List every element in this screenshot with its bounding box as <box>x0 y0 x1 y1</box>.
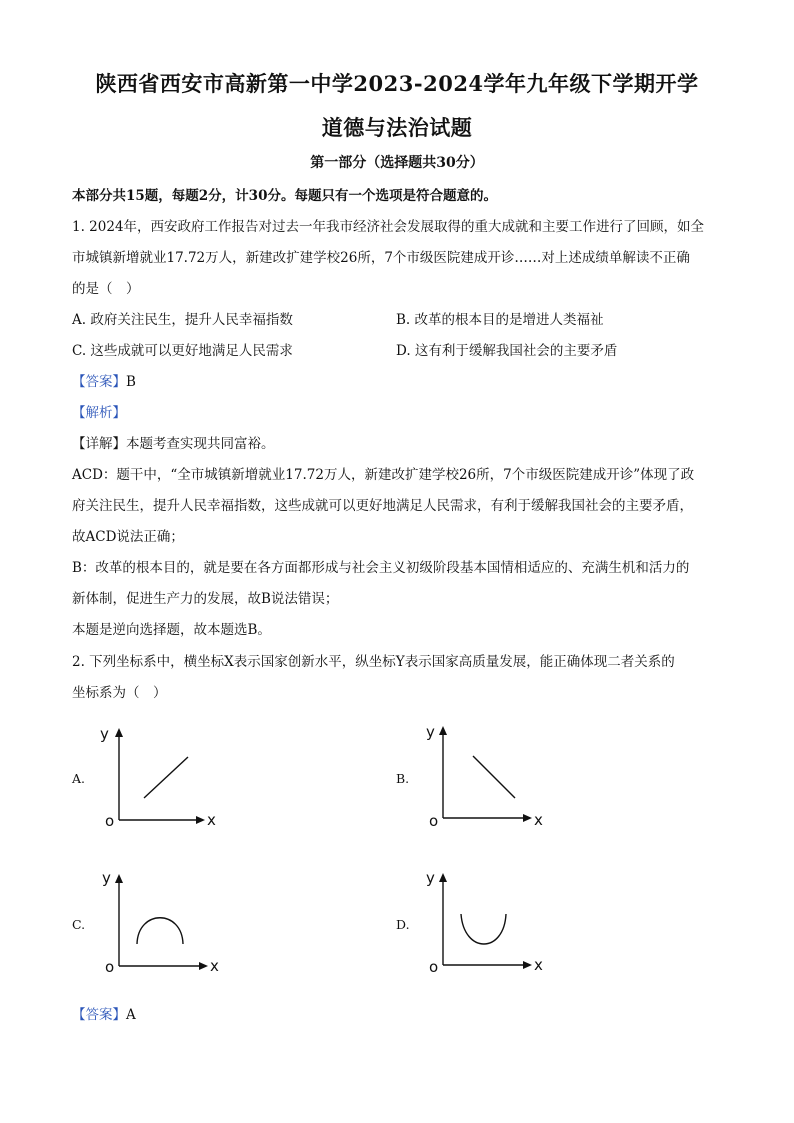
q1-acd-line-1: ACD：题干中，“全市城镇新增就业17.72万人，新建改扩建学校26所，7个市级医院建成开诊”体现了政 <box>72 467 695 483</box>
q1-option-b: B. 改革的根本目的是增进人类福祉 <box>396 312 604 328</box>
q2-stem-line-1: 2. 下列坐标系中，横坐标X表示国家创新水平，纵坐标Y表示国家高质量发展，能正确体现二者关系的 <box>72 654 675 670</box>
graph-b-y-arrow <box>439 726 447 735</box>
graph-b-x-arrow <box>523 814 532 822</box>
q1-option-d: D. 这有利于缓解我国社会的主要矛盾 <box>396 343 618 359</box>
page-title: 陕西省西安市高新第一中学2023-2024学年九年级下学期开学 <box>95 71 699 96</box>
graph-a-x-label: x <box>207 811 216 829</box>
q1-stem-line-2: 市城镇新增就业17.72万人，新建改扩建学校26所，7个市级医院建成开诊……对上述成绩单解读不正确 <box>72 250 690 266</box>
q1-stem-line-3: 的是（ ） <box>72 281 140 297</box>
graph-a-curve <box>144 757 188 798</box>
graph-d-origin-label: o <box>429 958 439 976</box>
graph-a-label: A. <box>72 771 86 786</box>
graph-d-x-arrow <box>523 961 532 969</box>
graph-d <box>424 864 594 984</box>
q1-b-line-2: 新体制，促进生产力的发展，故B说法错误； <box>72 591 339 607</box>
q2-stem-line-2: 坐标系为（ ） <box>72 685 167 701</box>
answer-tag: 【答案】 <box>72 374 126 390</box>
q1-b-line-1: B：改革的根本目的，就是要在各方面都形成与社会主义初级阶段基本国情相适应的、充满生机和活力的 <box>72 560 690 576</box>
graph-b-label: B. <box>396 771 410 786</box>
detail-text: 本题考查实现共同富裕。 <box>126 436 275 452</box>
graph-a-y-label: y <box>100 725 109 743</box>
q1-answer <box>72 370 136 390</box>
graph-a-x-arrow <box>196 816 205 824</box>
graph-b-x-label: x <box>534 811 543 829</box>
graph-c-x-label: x <box>210 957 219 975</box>
answer-value: B <box>126 374 136 390</box>
graph-b <box>424 718 594 838</box>
answer-tag: 【答案】 <box>72 1007 126 1023</box>
graph-d-y-label: y <box>426 869 435 887</box>
graph-a-origin-label: o <box>105 812 115 830</box>
graph-d-curve <box>461 914 506 944</box>
q2-answer <box>72 1003 136 1023</box>
q1-acd-line-3: 故ACD说法正确； <box>72 529 184 545</box>
graph-b-y-label: y <box>426 723 435 741</box>
q1-option-c: C. 这些成就可以更好地满足人民需求 <box>72 343 293 359</box>
section-instruction: 本部分共15题，每题2分，计30分。每题只有一个选项是符合题意的。 <box>72 188 497 204</box>
q1-stem-line-1: 1. 2024年，西安政府工作报告对过去一年我市经济社会发展取得的重大成就和主要工作进行了回顾，如全 <box>72 219 705 235</box>
q1-detail <box>72 432 275 452</box>
graph-d-y-arrow <box>439 873 447 882</box>
section-heading: 第一部分（选择题共30分） <box>310 155 484 171</box>
graph-c-label: C. <box>72 917 86 932</box>
graph-c-origin-label: o <box>105 958 115 976</box>
detail-tag: 【详解】 <box>72 436 126 452</box>
graph-c <box>100 864 270 984</box>
q1-acd-line-2: 府关注民生，提升人民幸福指数，这些成就可以更好地满足人民需求，有利于缓解我国社会的主要矛盾， <box>72 498 693 514</box>
graph-b-origin-label: o <box>429 812 439 830</box>
q1-option-a: A. 政府关注民生，提升人民幸福指数 <box>72 312 293 328</box>
graph-c-y-arrow <box>115 874 123 883</box>
q1-analysis <box>72 401 126 421</box>
graph-a-y-arrow <box>115 728 123 737</box>
graph-d-label: D. <box>396 917 410 932</box>
graph-b-curve <box>473 756 515 798</box>
answer-value: A <box>126 1007 136 1023</box>
graph-c-y-label: y <box>102 869 111 887</box>
page-subtitle: 道德与法治试题 <box>321 115 473 140</box>
q1-conclusion: 本题是逆向选择题，故本题选B。 <box>72 622 271 638</box>
graph-d-x-label: x <box>534 956 543 974</box>
graph-c-curve <box>137 918 183 944</box>
analysis-tag: 【解析】 <box>72 405 126 421</box>
graph-a <box>100 718 270 838</box>
graph-c-x-arrow <box>199 962 208 970</box>
